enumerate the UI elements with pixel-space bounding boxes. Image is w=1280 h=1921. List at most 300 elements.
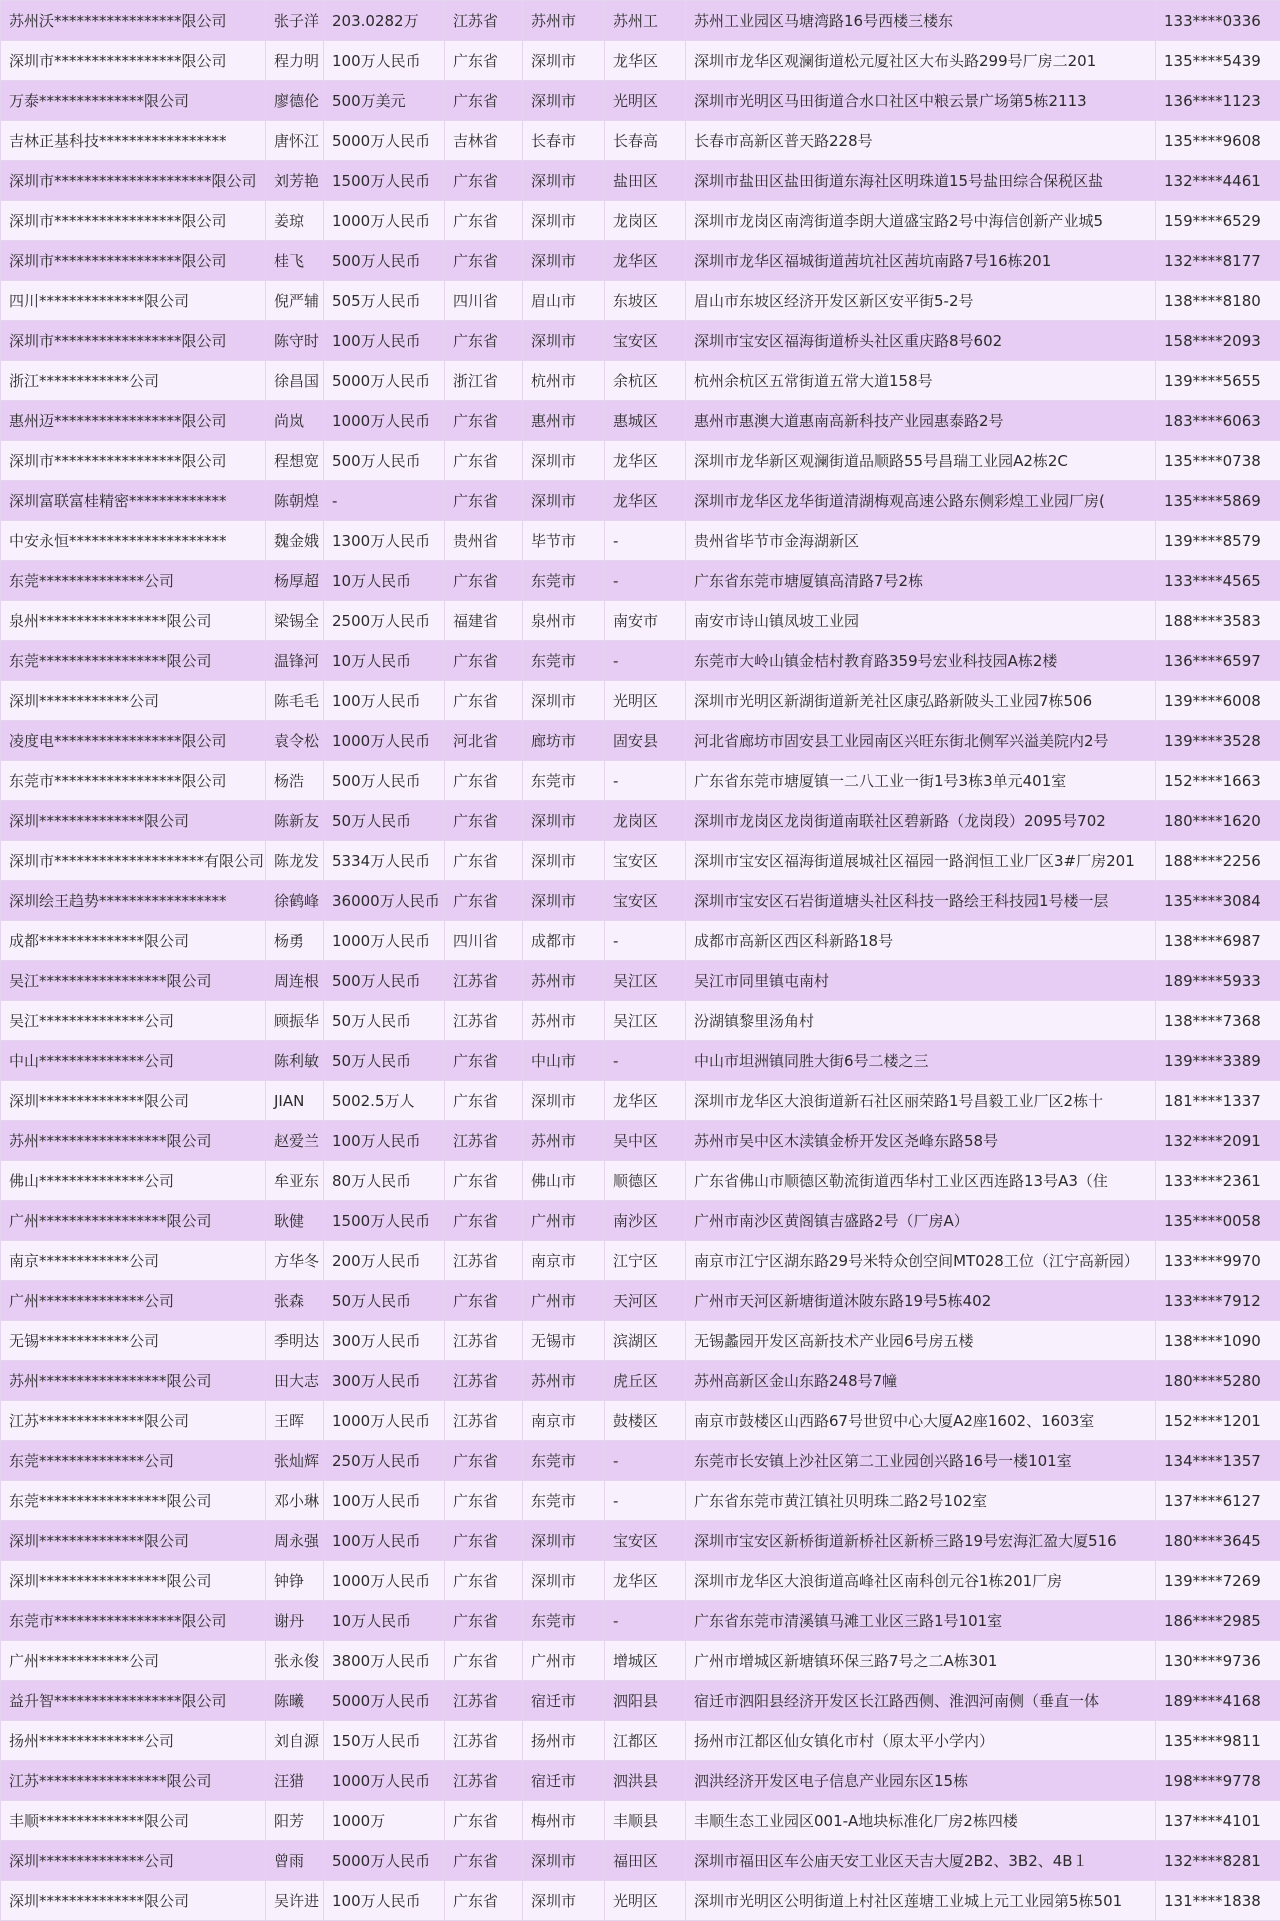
phone-cell: 180****3645 xyxy=(1156,1521,1280,1561)
address-cell: 广东省东莞市黄江镇社贝明珠二路2号102室 xyxy=(686,1481,1156,1521)
district-cell: 东坡区 xyxy=(605,281,686,321)
legal-person-cell: 张森 xyxy=(266,1281,324,1321)
registered-capital-cell: 500万人民币 xyxy=(324,961,445,1001)
company-name-cell: 深圳**************限公司 xyxy=(1,1881,266,1921)
company-name-cell: 万泰**************限公司 xyxy=(1,81,266,121)
phone-cell: 139****8579 xyxy=(1156,521,1280,561)
registered-capital-cell: 50万人民币 xyxy=(324,1041,445,1081)
table-row xyxy=(1,841,1280,881)
registered-capital-cell: 1000万人民币 xyxy=(324,401,445,441)
address-cell: 深圳市宝安区新桥街道新桥社区新桥三路19号宏海汇盈大厦516 xyxy=(686,1521,1156,1561)
district-cell: 龙岗区 xyxy=(605,201,686,241)
legal-person-cell: 唐怀江 xyxy=(266,121,324,161)
table-row xyxy=(1,1161,1280,1201)
address-cell: 无锡蠡园开发区高新技术产业园6号房五楼 xyxy=(686,1321,1156,1361)
address-cell: 广东省佛山市顺德区勒流街道西华村工业区西连路13号A3（住 xyxy=(686,1161,1156,1201)
city-cell: 深圳市 xyxy=(523,1881,605,1921)
table-row xyxy=(1,1561,1280,1601)
phone-cell: 189****5933 xyxy=(1156,961,1280,1001)
address-cell: 眉山市东坡区经济开发区新区安平街5-2号 xyxy=(686,281,1156,321)
phone-cell: 139****6008 xyxy=(1156,681,1280,721)
legal-person-cell: 尚岚 xyxy=(266,401,324,441)
address-cell: 东莞市大岭山镇金桔村教育路359号宏业科技园A栋2楼 xyxy=(686,641,1156,681)
company-name-cell: 苏州*****************限公司 xyxy=(1,1361,266,1401)
company-name-cell: 深圳**************公司 xyxy=(1,1841,266,1881)
address-cell: 杭州余杭区五常街道五常大道158号 xyxy=(686,361,1156,401)
company-name-cell: 深圳市*****************限公司 xyxy=(1,321,266,361)
legal-person-cell: 杨厚超 xyxy=(266,561,324,601)
address-cell: 深圳市宝安区福海街道桥头社区重庆路8号602 xyxy=(686,321,1156,361)
table-row xyxy=(1,361,1280,401)
legal-person-cell: 赵爱兰 xyxy=(266,1121,324,1161)
phone-cell: 152****1201 xyxy=(1156,1401,1280,1441)
table-row xyxy=(1,1481,1280,1521)
city-cell: 深圳市 xyxy=(523,201,605,241)
company-name-cell: 吴江**************公司 xyxy=(1,1001,266,1041)
phone-cell: 134****1357 xyxy=(1156,1441,1280,1481)
address-cell: 中山市坦洲镇同胜大街6号二楼之三 xyxy=(686,1041,1156,1081)
district-cell: 宝安区 xyxy=(605,881,686,921)
province-cell: 广东省 xyxy=(445,1521,523,1561)
address-cell: 深圳市龙华区大浪街道新石社区丽荣路1号昌毅工业厂区2栋十 xyxy=(686,1081,1156,1121)
city-cell: 东莞市 xyxy=(523,1481,605,1521)
phone-cell: 137****4101 xyxy=(1156,1801,1280,1841)
company-name-cell: 中安永恒********************* xyxy=(1,521,266,561)
table-row xyxy=(1,241,1280,281)
phone-cell: 139****5655 xyxy=(1156,361,1280,401)
company-table-body xyxy=(1,1,1280,1921)
district-cell: - xyxy=(605,1441,686,1481)
registered-capital-cell: 250万人民币 xyxy=(324,1441,445,1481)
legal-person-cell: 陈龙发 xyxy=(266,841,324,881)
province-cell: 广东省 xyxy=(445,41,523,81)
address-cell: 苏州高新区金山东路248号7幢 xyxy=(686,1361,1156,1401)
table-row xyxy=(1,1601,1280,1641)
city-cell: 杭州市 xyxy=(523,361,605,401)
district-cell: 滨湖区 xyxy=(605,1321,686,1361)
legal-person-cell: 陈利敏 xyxy=(266,1041,324,1081)
province-cell: 广东省 xyxy=(445,1561,523,1601)
company-name-cell: 广州************公司 xyxy=(1,1641,266,1681)
registered-capital-cell: 1500万人民币 xyxy=(324,1201,445,1241)
province-cell: 广东省 xyxy=(445,1801,523,1841)
province-cell: 四川省 xyxy=(445,921,523,961)
legal-person-cell: 谢丹 xyxy=(266,1601,324,1641)
phone-cell: 189****4168 xyxy=(1156,1681,1280,1721)
company-name-cell: 益升智*****************限公司 xyxy=(1,1681,266,1721)
city-cell: 扬州市 xyxy=(523,1721,605,1761)
province-cell: 广东省 xyxy=(445,1841,523,1881)
city-cell: 成都市 xyxy=(523,921,605,961)
phone-cell: 158****2093 xyxy=(1156,321,1280,361)
company-name-cell: 深圳市*****************限公司 xyxy=(1,441,266,481)
city-cell: 廊坊市 xyxy=(523,721,605,761)
phone-cell: 132****8281 xyxy=(1156,1841,1280,1881)
table-row xyxy=(1,681,1280,721)
city-cell: 东莞市 xyxy=(523,1441,605,1481)
registered-capital-cell: 500万美元 xyxy=(324,81,445,121)
city-cell: 惠州市 xyxy=(523,401,605,441)
address-cell: 深圳市盐田区盐田街道东海社区明珠道15号盐田综合保税区盐 xyxy=(686,161,1156,201)
registered-capital-cell: - xyxy=(324,481,445,521)
table-row xyxy=(1,1401,1280,1441)
table-row xyxy=(1,441,1280,481)
province-cell: 江苏省 xyxy=(445,1321,523,1361)
phone-cell: 183****6063 xyxy=(1156,401,1280,441)
district-cell: 顺德区 xyxy=(605,1161,686,1201)
province-cell: 广东省 xyxy=(445,761,523,801)
address-cell: 南京市鼓楼区山西路67号世贸中心大厦A2座1602、1603室 xyxy=(686,1401,1156,1441)
phone-cell: 139****3528 xyxy=(1156,721,1280,761)
phone-cell: 180****1620 xyxy=(1156,801,1280,841)
district-cell: 宝安区 xyxy=(605,321,686,361)
address-cell: 丰顺生态工业园区001-A地块标准化厂房2栋四楼 xyxy=(686,1801,1156,1841)
legal-person-cell: 杨浩 xyxy=(266,761,324,801)
table-row xyxy=(1,1761,1280,1801)
city-cell: 广州市 xyxy=(523,1281,605,1321)
phone-cell: 135****5439 xyxy=(1156,41,1280,81)
province-cell: 广东省 xyxy=(445,1281,523,1321)
province-cell: 吉林省 xyxy=(445,121,523,161)
registered-capital-cell: 100万人民币 xyxy=(324,321,445,361)
registered-capital-cell: 150万人民币 xyxy=(324,1721,445,1761)
phone-cell: 135****9608 xyxy=(1156,121,1280,161)
company-name-cell: 深圳*****************限公司 xyxy=(1,1561,266,1601)
table-row xyxy=(1,281,1280,321)
registered-capital-cell: 5000万人民币 xyxy=(324,1841,445,1881)
registered-capital-cell: 200万人民币 xyxy=(324,1241,445,1281)
company-name-cell: 广州*****************限公司 xyxy=(1,1201,266,1241)
legal-person-cell: 耿健 xyxy=(266,1201,324,1241)
company-name-cell: 丰顺**************限公司 xyxy=(1,1801,266,1841)
table-row xyxy=(1,961,1280,1001)
legal-person-cell: 钟铮 xyxy=(266,1561,324,1601)
city-cell: 毕节市 xyxy=(523,521,605,561)
address-cell: 河北省廊坊市固安县工业园南区兴旺东街北侧军兴溢美院内2号 xyxy=(686,721,1156,761)
phone-cell: 138****8180 xyxy=(1156,281,1280,321)
registered-capital-cell: 1000万 xyxy=(324,1801,445,1841)
district-cell: 宝安区 xyxy=(605,841,686,881)
table-row xyxy=(1,1361,1280,1401)
legal-person-cell: 方华冬 xyxy=(266,1241,324,1281)
address-cell: 广州市天河区新塘街道沐陂东路19号5栋402 xyxy=(686,1281,1156,1321)
table-row xyxy=(1,161,1280,201)
province-cell: 贵州省 xyxy=(445,521,523,561)
table-row xyxy=(1,41,1280,81)
company-name-cell: 东莞*****************限公司 xyxy=(1,1481,266,1521)
province-cell: 江苏省 xyxy=(445,961,523,1001)
registered-capital-cell: 5002.5万人 xyxy=(324,1081,445,1121)
city-cell: 苏州市 xyxy=(523,1001,605,1041)
address-cell: 汾湖镇黎里汤角村 xyxy=(686,1001,1156,1041)
company-name-cell: 深圳**************限公司 xyxy=(1,1081,266,1121)
province-cell: 江苏省 xyxy=(445,1241,523,1281)
phone-cell: 138****6987 xyxy=(1156,921,1280,961)
address-cell: 深圳市宝安区福海街道展城社区福园一路润恒工业厂区3#厂房201 xyxy=(686,841,1156,881)
registered-capital-cell: 500万人民币 xyxy=(324,761,445,801)
city-cell: 佛山市 xyxy=(523,1161,605,1201)
phone-cell: 139****7269 xyxy=(1156,1561,1280,1601)
district-cell: 盐田区 xyxy=(605,161,686,201)
district-cell: 惠城区 xyxy=(605,401,686,441)
legal-person-cell: 梁锡全 xyxy=(266,601,324,641)
table-row xyxy=(1,1081,1280,1121)
city-cell: 深圳市 xyxy=(523,161,605,201)
registered-capital-cell: 100万人民币 xyxy=(324,1521,445,1561)
registered-capital-cell: 100万人民币 xyxy=(324,1481,445,1521)
legal-person-cell: 张灿辉 xyxy=(266,1441,324,1481)
table-row xyxy=(1,321,1280,361)
legal-person-cell: 桂飞 xyxy=(266,241,324,281)
phone-cell: 180****5280 xyxy=(1156,1361,1280,1401)
phone-cell: 188****2256 xyxy=(1156,841,1280,881)
province-cell: 广东省 xyxy=(445,1041,523,1081)
legal-person-cell: 程想宽 xyxy=(266,441,324,481)
registered-capital-cell: 50万人民币 xyxy=(324,1281,445,1321)
phone-cell: 138****7368 xyxy=(1156,1001,1280,1041)
registered-capital-cell: 500万人民币 xyxy=(324,441,445,481)
district-cell: 光明区 xyxy=(605,681,686,721)
address-cell: 惠州市惠澳大道惠南高新科技产业园惠泰路2号 xyxy=(686,401,1156,441)
city-cell: 深圳市 xyxy=(523,881,605,921)
table-row xyxy=(1,201,1280,241)
legal-person-cell: 刘芳艳 xyxy=(266,161,324,201)
company-name-cell: 江苏*****************限公司 xyxy=(1,1761,266,1801)
district-cell: 泗洪县 xyxy=(605,1761,686,1801)
province-cell: 江苏省 xyxy=(445,1361,523,1401)
legal-person-cell: 曾雨 xyxy=(266,1841,324,1881)
district-cell: 虎丘区 xyxy=(605,1361,686,1401)
city-cell: 南京市 xyxy=(523,1401,605,1441)
legal-person-cell: 徐昌国 xyxy=(266,361,324,401)
district-cell: - xyxy=(605,761,686,801)
province-cell: 广东省 xyxy=(445,1441,523,1481)
company-name-cell: 深圳富联富桂精密************* xyxy=(1,481,266,521)
province-cell: 广东省 xyxy=(445,441,523,481)
province-cell: 广东省 xyxy=(445,681,523,721)
province-cell: 江苏省 xyxy=(445,1401,523,1441)
registered-capital-cell: 1500万人民币 xyxy=(324,161,445,201)
registered-capital-cell: 3800万人民币 xyxy=(324,1641,445,1681)
table-row xyxy=(1,1441,1280,1481)
address-cell: 成都市高新区西区科新路18号 xyxy=(686,921,1156,961)
province-cell: 广东省 xyxy=(445,801,523,841)
legal-person-cell: 廖德伦 xyxy=(266,81,324,121)
address-cell: 深圳市龙华区大浪街道高峰社区南科创元谷1栋201厂房 xyxy=(686,1561,1156,1601)
district-cell: 光明区 xyxy=(605,81,686,121)
company-name-cell: 惠州迈*****************限公司 xyxy=(1,401,266,441)
province-cell: 江苏省 xyxy=(445,1721,523,1761)
district-cell: 南沙区 xyxy=(605,1201,686,1241)
phone-cell: 198****9778 xyxy=(1156,1761,1280,1801)
table-row xyxy=(1,1041,1280,1081)
table-row xyxy=(1,1641,1280,1681)
registered-capital-cell: 80万人民币 xyxy=(324,1161,445,1201)
company-name-cell: 吴江*****************限公司 xyxy=(1,961,266,1001)
registered-capital-cell: 50万人民币 xyxy=(324,1001,445,1041)
table-row xyxy=(1,561,1280,601)
province-cell: 广东省 xyxy=(445,1601,523,1641)
table-row xyxy=(1,1881,1280,1921)
province-cell: 四川省 xyxy=(445,281,523,321)
registered-capital-cell: 100万人民币 xyxy=(324,1121,445,1161)
district-cell: 增城区 xyxy=(605,1641,686,1681)
province-cell: 河北省 xyxy=(445,721,523,761)
address-cell: 深圳市福田区车公庙天安工业区天吉大厦2B2、3B2、4B１ xyxy=(686,1841,1156,1881)
city-cell: 东莞市 xyxy=(523,641,605,681)
legal-person-cell: 陈新友 xyxy=(266,801,324,841)
province-cell: 广东省 xyxy=(445,1881,523,1921)
table-row xyxy=(1,401,1280,441)
legal-person-cell: 程力明 xyxy=(266,41,324,81)
address-cell: 广东省东莞市塘厦镇高清路7号2栋 xyxy=(686,561,1156,601)
district-cell: 吴中区 xyxy=(605,1121,686,1161)
table-row xyxy=(1,1201,1280,1241)
legal-person-cell: 陈曦 xyxy=(266,1681,324,1721)
table-row xyxy=(1,1721,1280,1761)
registered-capital-cell: 10万人民币 xyxy=(324,641,445,681)
company-name-cell: 广州**************公司 xyxy=(1,1281,266,1321)
district-cell: 龙华区 xyxy=(605,481,686,521)
phone-cell: 139****3389 xyxy=(1156,1041,1280,1081)
address-cell: 贵州省毕节市金海湖新区 xyxy=(686,521,1156,561)
city-cell: 苏州市 xyxy=(523,1361,605,1401)
phone-cell: 131****1838 xyxy=(1156,1881,1280,1921)
district-cell: 长春高 xyxy=(605,121,686,161)
legal-person-cell: 杨勇 xyxy=(266,921,324,961)
province-cell: 广东省 xyxy=(445,241,523,281)
legal-person-cell: 吴许进 xyxy=(266,1881,324,1921)
registered-capital-cell: 100万人民币 xyxy=(324,681,445,721)
city-cell: 东莞市 xyxy=(523,1601,605,1641)
province-cell: 江苏省 xyxy=(445,1,523,41)
legal-person-cell: 周连根 xyxy=(266,961,324,1001)
table-row xyxy=(1,1,1280,41)
legal-person-cell: 陈朝煌 xyxy=(266,481,324,521)
phone-cell: 135****3084 xyxy=(1156,881,1280,921)
address-cell: 深圳市龙岗区龙岗街道南联社区碧新路（龙岗段）2095号702 xyxy=(686,801,1156,841)
legal-person-cell: 田大志 xyxy=(266,1361,324,1401)
phone-cell: 130****9736 xyxy=(1156,1641,1280,1681)
registered-capital-cell: 1300万人民币 xyxy=(324,521,445,561)
phone-cell: 132****2091 xyxy=(1156,1121,1280,1161)
province-cell: 广东省 xyxy=(445,1161,523,1201)
company-name-cell: 东莞*****************限公司 xyxy=(1,641,266,681)
district-cell: 鼓楼区 xyxy=(605,1401,686,1441)
city-cell: 东莞市 xyxy=(523,561,605,601)
registered-capital-cell: 5000万人民币 xyxy=(324,361,445,401)
city-cell: 深圳市 xyxy=(523,841,605,881)
phone-cell: 133****9970 xyxy=(1156,1241,1280,1281)
province-cell: 福建省 xyxy=(445,601,523,641)
address-cell: 南安市诗山镇凤坡工业园 xyxy=(686,601,1156,641)
city-cell: 苏州市 xyxy=(523,1,605,41)
district-cell: 光明区 xyxy=(605,1881,686,1921)
legal-person-cell: 刘自源 xyxy=(266,1721,324,1761)
district-cell: - xyxy=(605,561,686,601)
table-row xyxy=(1,721,1280,761)
company-name-cell: 苏州沃*****************限公司 xyxy=(1,1,266,41)
legal-person-cell: 陈毛毛 xyxy=(266,681,324,721)
district-cell: 泗阳县 xyxy=(605,1681,686,1721)
legal-person-cell: 邓小琳 xyxy=(266,1481,324,1521)
legal-person-cell: 姜琼 xyxy=(266,201,324,241)
district-cell: 龙华区 xyxy=(605,241,686,281)
province-cell: 广东省 xyxy=(445,1481,523,1521)
company-name-cell: 东莞市*****************限公司 xyxy=(1,761,266,801)
province-cell: 广东省 xyxy=(445,1081,523,1121)
city-cell: 宿迁市 xyxy=(523,1681,605,1721)
address-cell: 宿迁市泗阳县经济开发区长江路西侧、淮泗河南侧（垂直一体 xyxy=(686,1681,1156,1721)
city-cell: 东莞市 xyxy=(523,761,605,801)
address-cell: 广州市增城区新塘镇环保三路7号之二A栋301 xyxy=(686,1641,1156,1681)
address-cell: 深圳市龙华区龙华街道清湖梅观高速公路东侧彩煌工业园厂房( xyxy=(686,481,1156,521)
table-row xyxy=(1,1241,1280,1281)
table-row xyxy=(1,1001,1280,1041)
registered-capital-cell: 1000万人民币 xyxy=(324,1401,445,1441)
district-cell: 吴江区 xyxy=(605,1001,686,1041)
address-cell: 广东省东莞市清溪镇马滩工业区三路1号101室 xyxy=(686,1601,1156,1641)
city-cell: 苏州市 xyxy=(523,1121,605,1161)
city-cell: 长春市 xyxy=(523,121,605,161)
district-cell: 苏州工 xyxy=(605,1,686,41)
registered-capital-cell: 2500万人民币 xyxy=(324,601,445,641)
phone-cell: 138****1090 xyxy=(1156,1321,1280,1361)
company-name-cell: 东莞**************公司 xyxy=(1,561,266,601)
city-cell: 深圳市 xyxy=(523,801,605,841)
phone-cell: 186****2985 xyxy=(1156,1601,1280,1641)
company-name-cell: 泉州*****************限公司 xyxy=(1,601,266,641)
province-cell: 广东省 xyxy=(445,201,523,241)
phone-cell: 136****1123 xyxy=(1156,81,1280,121)
province-cell: 广东省 xyxy=(445,1641,523,1681)
district-cell: 龙华区 xyxy=(605,1561,686,1601)
address-cell: 深圳市龙华新区观澜街道品顺路55号昌瑞工业园A2栋2C xyxy=(686,441,1156,481)
address-cell: 苏州市吴中区木渎镇金桥开发区尧峰东路58号 xyxy=(686,1121,1156,1161)
city-cell: 深圳市 xyxy=(523,1521,605,1561)
city-cell: 广州市 xyxy=(523,1641,605,1681)
table-row xyxy=(1,641,1280,681)
table-row xyxy=(1,1281,1280,1321)
city-cell: 深圳市 xyxy=(523,321,605,361)
city-cell: 宿迁市 xyxy=(523,1761,605,1801)
table-row xyxy=(1,921,1280,961)
company-name-cell: 深圳**************限公司 xyxy=(1,1521,266,1561)
company-name-cell: 深圳************公司 xyxy=(1,681,266,721)
company-name-cell: 苏州*****************限公司 xyxy=(1,1121,266,1161)
province-cell: 广东省 xyxy=(445,561,523,601)
registered-capital-cell: 203.0282万 xyxy=(324,1,445,41)
table-row xyxy=(1,81,1280,121)
legal-person-cell: 徐鹤峰 xyxy=(266,881,324,921)
district-cell: 江都区 xyxy=(605,1721,686,1761)
city-cell: 深圳市 xyxy=(523,81,605,121)
table-row xyxy=(1,881,1280,921)
registered-capital-cell: 1000万人民币 xyxy=(324,921,445,961)
province-cell: 江苏省 xyxy=(445,1681,523,1721)
registered-capital-cell: 500万人民币 xyxy=(324,241,445,281)
district-cell: 龙华区 xyxy=(605,1081,686,1121)
legal-person-cell: 汪猎 xyxy=(266,1761,324,1801)
district-cell: 龙华区 xyxy=(605,41,686,81)
address-cell: 深圳市光明区马田街道合水口社区中粮云景广场第5栋2113 xyxy=(686,81,1156,121)
phone-cell: 133****0336 xyxy=(1156,1,1280,41)
district-cell: - xyxy=(605,1481,686,1521)
city-cell: 深圳市 xyxy=(523,1081,605,1121)
company-name-cell: 深圳市********************有限公司 xyxy=(1,841,266,881)
address-cell: 广州市南沙区黄阁镇吉盛路2号（厂房A） xyxy=(686,1201,1156,1241)
company-name-cell: 深圳市*****************限公司 xyxy=(1,41,266,81)
